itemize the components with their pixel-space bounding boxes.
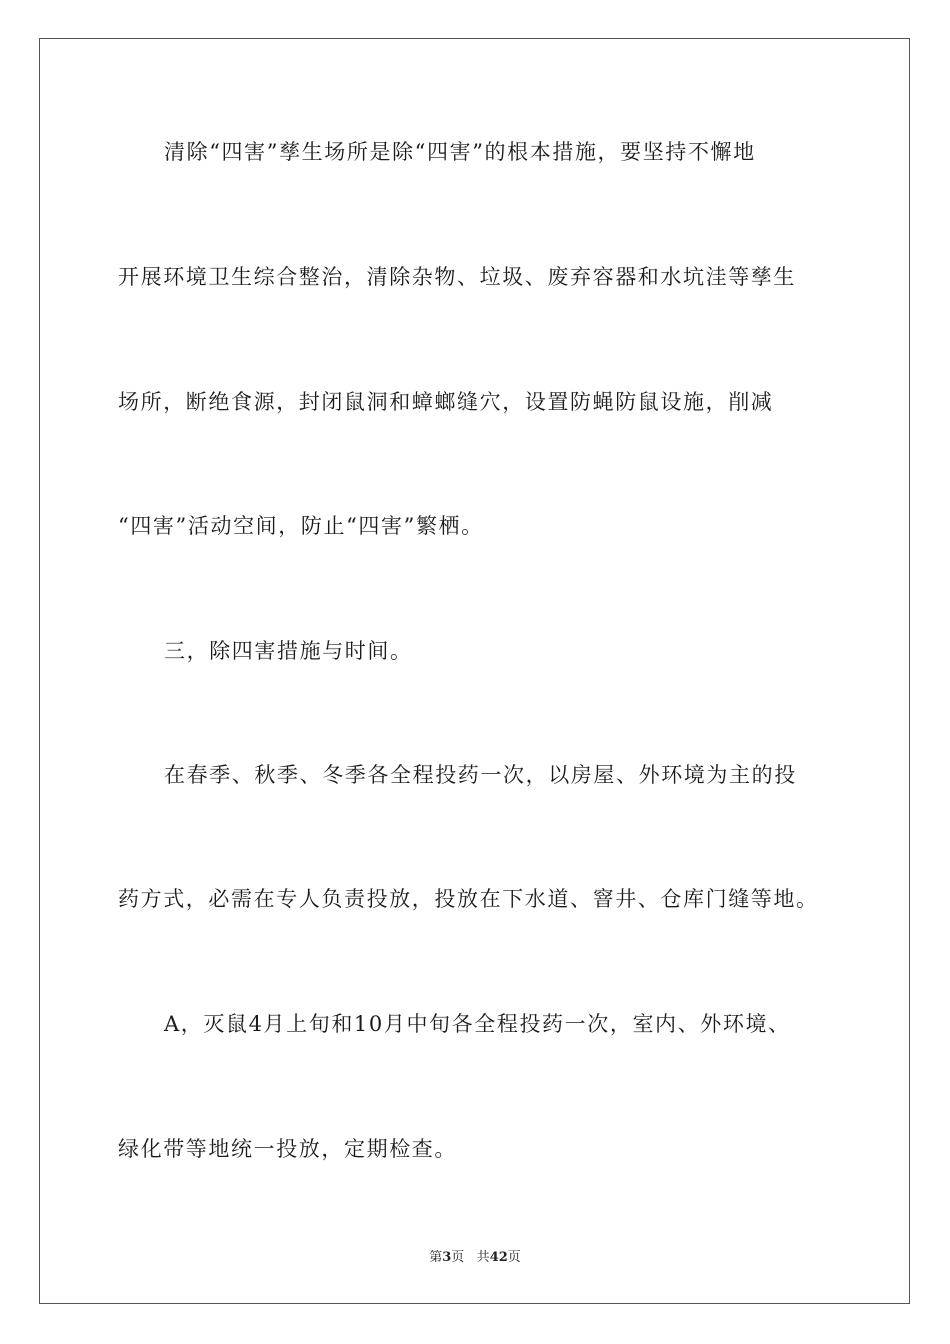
page-footer — [0, 1246, 950, 1265]
page-border — [39, 38, 910, 1304]
paragraph-line: 清除“四害”孳生场所是除“四害”的根本措施，要坚持不懈地 — [164, 140, 756, 164]
total-pages: 42 — [489, 1250, 508, 1265]
section-heading: 三，除四害措施与时间。 — [164, 639, 413, 663]
page-number: 3 — [442, 1250, 452, 1265]
paragraph-line: 在春季、秋季、冬季各全程投药一次，以房屋、外环境为主的投 — [164, 763, 797, 787]
total-prefix: 共 — [476, 1250, 490, 1265]
page-prefix: 第 — [429, 1250, 443, 1265]
paragraph-line: 开展环境卫生综合整治，清除杂物、垃圾、废弃容器和水坑洼等孳生 — [118, 265, 796, 289]
paragraph-line: “四害”活动空间，防止“四害”繁栖。 — [118, 514, 484, 538]
paragraph-line: 场所，断绝食源，封闭鼠洞和蟑螂缝穴，设置防蝇防鼠设施，削减 — [118, 390, 774, 414]
total-suffix: 页 — [507, 1250, 521, 1265]
page-suffix: 页 — [451, 1250, 465, 1265]
paragraph-line: 绿化带等地统一投放，定期检查。 — [118, 1137, 457, 1161]
paragraph-line: 药方式，必需在专人负责投放，投放在下水道、窨井、仓库门缝等地。 — [118, 887, 819, 911]
paragraph-line: A，灭鼠4月上旬和10月中旬各全程投药一次，室内、外环境、 — [164, 1012, 791, 1036]
